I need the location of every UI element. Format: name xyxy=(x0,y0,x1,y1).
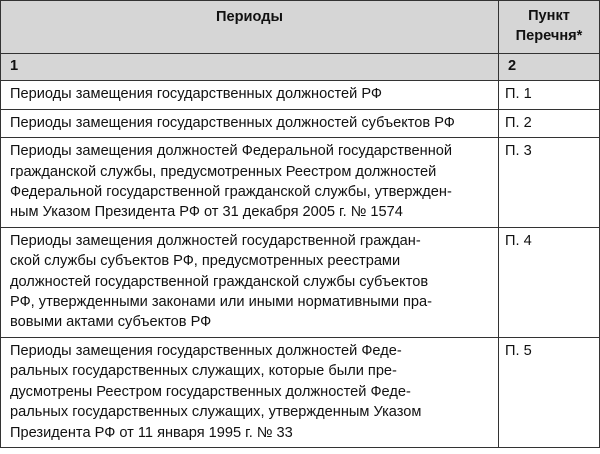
header-point-label xyxy=(499,1,599,46)
column-number-row xyxy=(1,54,600,81)
period-text-line: Периоды замещения должностей Федеральной государственной xyxy=(10,143,453,160)
table-row xyxy=(1,81,600,109)
period-text-line: гражданской службы, предусмотренных Реестром должностей xyxy=(10,163,437,180)
period-cell xyxy=(1,337,499,447)
table-row xyxy=(1,227,600,337)
point-cell xyxy=(499,109,600,137)
period-text-line: Периоды замещения должностей государственной граждан- xyxy=(10,232,421,249)
header-point-line-2: Перечня* xyxy=(515,27,583,44)
period-cell xyxy=(1,109,499,137)
period-text-line: ской службы субъектов РФ, предусмотренных реестрами xyxy=(10,253,401,270)
period-text-line: ральных государственных служащих, которые были пре- xyxy=(10,363,397,380)
point-cell xyxy=(499,337,600,447)
period-cell xyxy=(1,138,499,228)
period-text-line: Периоды замещения государственных должностей субъектов РФ xyxy=(10,114,455,131)
point-label: П. 2 xyxy=(505,114,532,131)
table-row xyxy=(1,337,600,447)
point-cell xyxy=(499,81,600,109)
period-cell xyxy=(1,81,499,109)
table-row xyxy=(1,109,600,137)
period-text-line: Периоды замещения государственных должностей РФ xyxy=(10,86,383,103)
point-label: П. 1 xyxy=(505,86,532,103)
period-text-line: вовыми актами субъектов РФ xyxy=(10,314,212,331)
point-label: П. 3 xyxy=(505,143,532,160)
point-cell xyxy=(499,227,600,337)
period-text-line: Федеральной государственной гражданской службы, утвержден- xyxy=(10,184,452,201)
header-periods xyxy=(1,1,499,54)
period-text-line: должностей государственной гражданской службы субъектов xyxy=(10,273,429,290)
period-text-line: Периоды замещения государственных должностей Феде- xyxy=(10,342,402,359)
header-point-line-1: Пункт xyxy=(528,8,570,24)
period-text-line: Президента РФ от 11 января 1995 г. № 33 xyxy=(10,424,293,441)
period-text-line: ным Указом Президента РФ от 31 декабря 2005 г. № 1574 xyxy=(10,204,403,221)
period-cell xyxy=(1,227,499,337)
header-row xyxy=(1,1,600,54)
point-label: П. 5 xyxy=(505,342,532,359)
period-text-line: РФ, утвержденными законами или иными нормативными пра- xyxy=(10,294,433,311)
header-periods-label: Периоды xyxy=(216,9,283,25)
column-number-2: 2 xyxy=(499,54,600,81)
column-number-1: 1 xyxy=(1,54,499,81)
table-row xyxy=(1,138,600,228)
point-cell xyxy=(499,138,600,228)
period-text-line: ральных государственных служащих, утвержденным Указом xyxy=(10,404,422,421)
period-text-line: дусмотрены Реестром государственных должностей Феде- xyxy=(10,383,411,400)
point-label: П. 4 xyxy=(505,232,532,249)
header-point xyxy=(499,1,600,54)
